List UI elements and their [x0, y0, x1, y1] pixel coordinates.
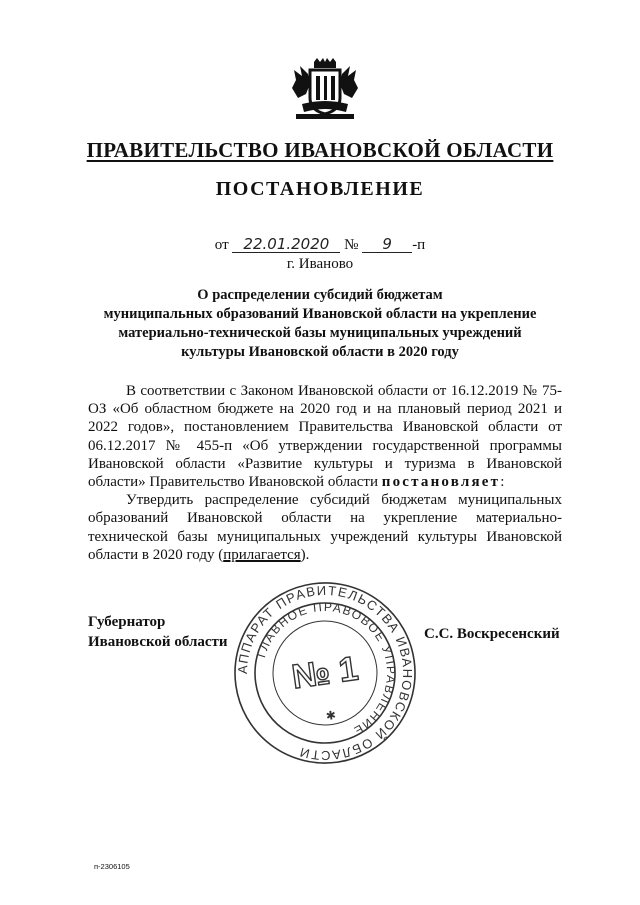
title-line: Ивановской области — [88, 634, 228, 650]
signatory-title — [88, 612, 228, 652]
title-line: Губернатор — [88, 614, 166, 630]
date-prefix: от — [214, 237, 229, 253]
number-suffix: -п — [412, 237, 426, 253]
document-subject — [80, 286, 560, 362]
official-stamp — [232, 580, 418, 766]
stamp-outer-text: АППАРАТ ПРАВИТЕЛЬСТВА ИВАНОВСКОЙ ОБЛАСТИ — [234, 582, 416, 764]
document-type: ПОСТАНОВЛЕНИЕ — [215, 178, 425, 200]
stamp-inner-text: ГЛАВНОЕ ПРАВОВОЕ УПРАВЛЕНИЕ — [254, 599, 399, 739]
subject-line: муниципальных образований Ивановской области на укрепление — [103, 306, 537, 322]
coat-of-arms-emblem — [288, 58, 362, 122]
document-code: п-2306105 — [94, 862, 130, 871]
signatory-name: С.С. Воскресенский — [424, 626, 560, 642]
handwritten-number: 9 — [362, 236, 412, 253]
decree-word: постановляет — [381, 474, 501, 491]
body-paragraph-1: В соответствии с Законом Ивановской области от 16.12.2019 № 75-ОЗ «Об областном бюджете на 2020 год и на плановый период 2021 и 2022 годов», постановлением Правительства Ивановской области от 06.12.2017 № 455-п «Об утверждении государственной программы Ивановской области «Развитие культуры и туризма в Ивановской области» Правительство Ивановской области постановляет: — [88, 383, 562, 491]
svg-text:✱: ✱ — [325, 707, 337, 724]
subject-line: материально-технической базы муниципальных учреждений — [118, 325, 522, 341]
subject-line: культуры Ивановской области в 2020 году — [181, 344, 459, 360]
body-paragraph-2: Утвердить распределение субсидий бюджетам муниципальных образований Ивановской области на укрепление материально-технической базы муниципальных учреждений культуры Ивановской области в 2020 году (прилагается). — [88, 492, 562, 563]
attached-note: прилагается — [223, 546, 301, 563]
organization-title: ПРАВИТЕЛЬСТВО ИВАНОВСКОЙ ОБЛАСТИ — [86, 138, 554, 162]
date-line — [0, 236, 640, 254]
subject-line: О распределении субсидий бюджетам — [197, 287, 443, 303]
document-body — [88, 382, 562, 564]
handwritten-date: 22.01.2020 — [232, 236, 340, 253]
city: г. Иваново — [286, 256, 354, 272]
stamp-number: № 1 — [289, 649, 361, 697]
number-label: № — [344, 237, 359, 253]
